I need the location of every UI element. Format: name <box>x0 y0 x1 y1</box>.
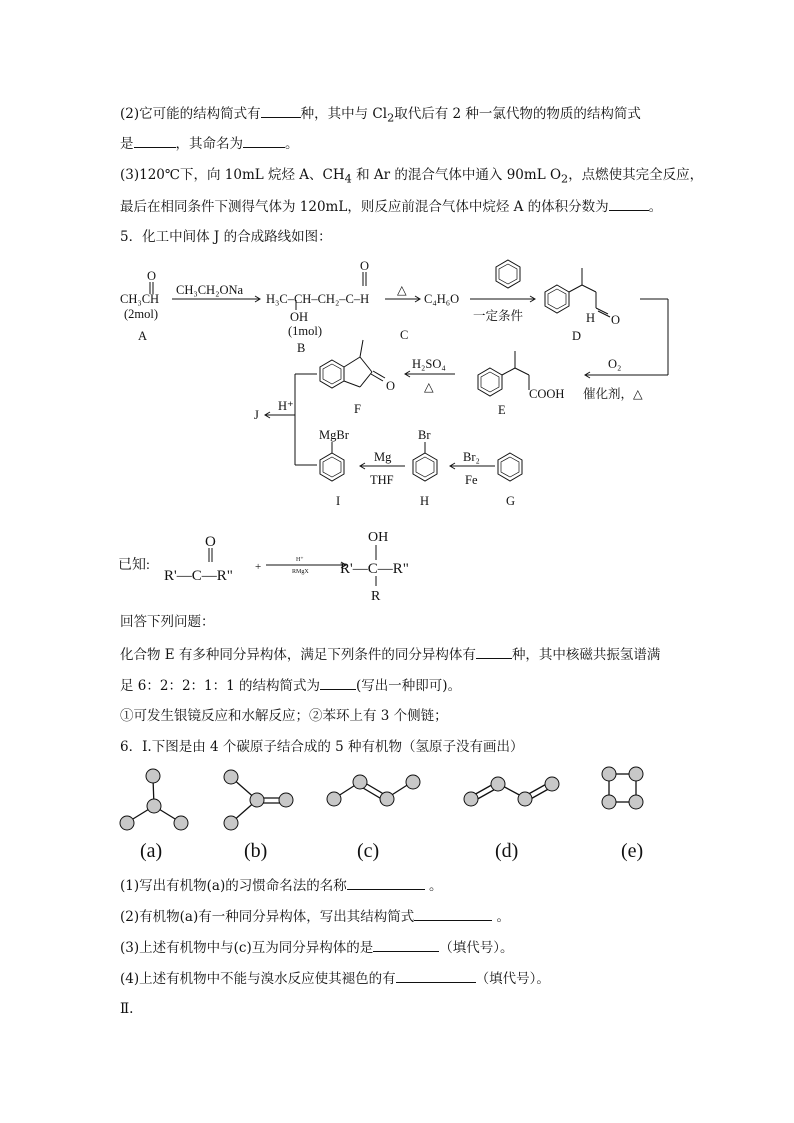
I-group: MgBr <box>319 428 349 442</box>
known-arrow-bottom: RMgX <box>292 569 309 575</box>
E-label: E <box>498 403 506 417</box>
B-OH: OH <box>290 310 309 324</box>
carbon-atom <box>406 775 420 789</box>
A-formula: CH₃CH <box>120 292 160 306</box>
answer-blank[interactable] <box>373 938 439 952</box>
carbon-atom <box>629 767 643 781</box>
H-group: Br <box>418 428 431 442</box>
q5-conditions: ①可发生银镜反应和水解反应；②苯环上有 3 个侧链； <box>120 708 448 724</box>
carbon-atom <box>250 793 264 807</box>
reagent-FJ: H⁺ <box>278 399 294 413</box>
known-plus: + <box>255 561 262 573</box>
caption-e: (e) <box>621 840 644 862</box>
known-O: O <box>205 534 216 550</box>
carbon-atom <box>545 777 559 791</box>
reagent-DE-top: O₂ <box>608 357 622 371</box>
q4-part3-line1: (3)120℃下，向 10mL 烷烃 A、$CH_4$ 和 Ar 的混合气体中通入 90mL $O_2$，点燃使其完全反应， <box>120 167 704 186</box>
answer-blank[interactable] <box>243 134 285 148</box>
q5-question-line2: 足 6：2：2：1：1 的结构简式为 (写出一种即可)。 <box>120 678 462 694</box>
C-label: C <box>400 328 409 342</box>
carbon-atom <box>120 816 134 830</box>
known-R: R <box>371 589 381 604</box>
E-group: COOH <box>529 387 565 401</box>
carbon-skeletons <box>110 760 670 840</box>
carbon-atom <box>327 792 341 806</box>
caption-c: (c) <box>357 840 380 862</box>
carbon-atom <box>279 793 293 807</box>
known-arrow-top: H⁺ <box>296 557 304 563</box>
carbon-atom <box>380 792 394 806</box>
carbon-atom <box>146 769 160 783</box>
reagent-HI-bottom: THF <box>370 473 394 487</box>
F-O: O <box>386 379 396 393</box>
q6-heading: 6．Ⅰ.下图是由 4 个碳原子结合成的 5 种有机物（氢原子没有画出） <box>120 739 524 755</box>
known-label: 已知: <box>118 558 150 573</box>
q4-part3-line2: 最后在相同条件下测得气体为 120mL，则反应前混合气体中烷烃 A 的体积分数为 。 <box>120 199 663 215</box>
carbon-atom <box>518 792 532 806</box>
q4-part2-line2: 是 ，其命名为 。 <box>120 136 299 152</box>
reagent-AB: CH₃CH₂ONa <box>176 283 244 297</box>
B-formula: H₃C–CH–CH₂–C–H <box>266 292 370 306</box>
answer-blank[interactable] <box>347 876 425 890</box>
q6-sub4: (4)上述有机物中不能与溴水反应使其褪色的有 （填代号）。 <box>120 971 550 987</box>
B-carbonyl-O: O <box>360 259 370 273</box>
caption-d: (d) <box>495 840 519 862</box>
synthesis-scheme <box>110 250 690 515</box>
D-H: H <box>586 311 596 325</box>
J-label: J <box>254 408 259 422</box>
known-alcohol: R'—C—R" <box>340 561 409 577</box>
C-formula: C₄H₆O <box>424 292 460 306</box>
B-amount: (1mol) <box>288 324 323 338</box>
D-label: D <box>572 329 582 343</box>
q6-sub2: (2)有机物(a)有一种同分异构体，写出其结构简式 。 <box>120 909 511 925</box>
carbon-atom <box>464 792 478 806</box>
reagent-DE-bottom: 催化剂，△ <box>583 387 643 401</box>
answer-blank[interactable] <box>396 969 476 983</box>
known-reaction <box>118 528 448 608</box>
known-ketone: R'—C—R" <box>164 568 233 584</box>
F-label: F <box>354 402 361 416</box>
carbon-atom <box>602 795 616 809</box>
carbon-atom <box>174 816 188 830</box>
H-label: H <box>420 494 430 508</box>
q6-sub3: (3)上述有机物中与(c)互为同分异构体的是 （填代号）。 <box>120 940 514 956</box>
answer-blank[interactable] <box>609 197 649 211</box>
A-carbonyl-O: O <box>147 269 157 283</box>
carbon-atom <box>353 775 367 789</box>
q6-part2: Ⅱ. <box>120 1001 134 1017</box>
I-label: I <box>336 494 341 508</box>
q5-heading: 5．化工中间体 J 的合成路线如图： <box>120 229 332 245</box>
answer-blank[interactable] <box>476 645 512 659</box>
caption-a: (a) <box>140 840 163 862</box>
q5-question-line1: 化合物 E 有多种同分异构体，满足下列条件的同分异构体有 种，其中核磁共振氢谱满 <box>120 647 661 663</box>
reagent-EF-top: H₂SO₄ <box>412 357 446 371</box>
reagent-HI-top: Mg <box>374 450 392 464</box>
reagent-CD: 一定条件 <box>473 309 524 323</box>
answer-blank[interactable] <box>134 134 176 148</box>
q4-part2-line1: (2)它可能的结构简式有 种，其中与 $Cl_2$取代后有 2 种一氯代物的物质的结构简式 <box>120 106 641 125</box>
q5-prompt: 回答下列问题： <box>120 614 215 630</box>
reagent-EF-bottom: △ <box>424 380 434 394</box>
carbon-atom <box>602 767 616 781</box>
carbon-atom <box>491 777 505 791</box>
A-label: A <box>138 329 148 343</box>
A-amount: (2mol) <box>124 307 159 321</box>
known-OH: OH <box>368 530 389 545</box>
answer-blank[interactable] <box>320 676 356 690</box>
answer-blank[interactable] <box>261 104 301 118</box>
D-O: O <box>611 313 621 327</box>
reagent-BC: △ <box>397 283 407 297</box>
carbon-atom <box>629 795 643 809</box>
caption-b: (b) <box>244 840 268 862</box>
reagent-GH-bottom: Fe <box>465 473 478 487</box>
B-label: B <box>297 341 306 355</box>
answer-blank[interactable] <box>414 907 492 921</box>
G-label: G <box>506 494 516 508</box>
carbon-atom <box>147 799 161 813</box>
carbon-atom <box>224 770 238 784</box>
q6-sub1: (1)写出有机物(a)的习惯命名法的名称 。 <box>120 878 443 894</box>
carbon-atom <box>224 816 238 830</box>
reagent-GH-top: Br₂ <box>463 450 480 464</box>
